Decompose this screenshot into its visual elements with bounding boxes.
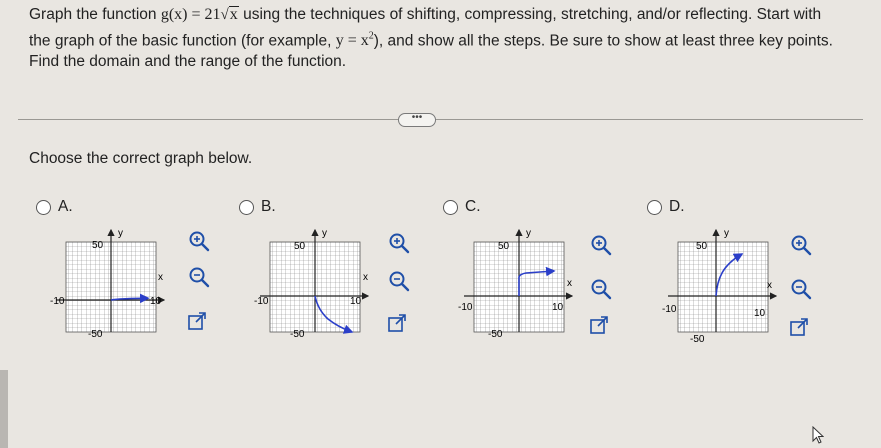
option-b[interactable] (239, 198, 276, 216)
question-line-2 (29, 26, 859, 51)
basic-function-base: y = x (335, 32, 369, 50)
graph-a-y-label: y (118, 228, 123, 239)
graph-b-y-label: y (322, 228, 327, 239)
graph-d (662, 224, 792, 346)
option-c[interactable] (443, 198, 481, 216)
scrollbar[interactable] (0, 370, 8, 448)
question-line-2-start: the graph of the basic function (for example, (29, 32, 336, 50)
option-c-radio[interactable] (443, 200, 458, 215)
divider (18, 119, 863, 120)
zoom-in-icon[interactable] (388, 232, 410, 254)
question-line-1 (29, 4, 859, 26)
more-button[interactable]: ••• (398, 113, 436, 127)
option-c-label: C. (465, 198, 481, 215)
function-expression (161, 6, 239, 23)
question-line-3: Find the domain and the range of the function. (29, 53, 347, 71)
popout-icon[interactable] (186, 310, 208, 332)
question-line-1-start: Graph the function (29, 6, 161, 23)
graph-a (50, 224, 180, 346)
question-text (29, 4, 859, 72)
graph-d-x-left: -10 (662, 304, 677, 315)
graph-a-x-left: -10 (50, 296, 65, 307)
graph-c-x-right: 10 (552, 302, 564, 313)
zoom-in-icon[interactable] (188, 230, 210, 252)
function-lhs: g(x) = 21 (160, 6, 221, 23)
mouse-cursor-icon (812, 426, 824, 444)
zoom-in-icon[interactable] (590, 234, 612, 256)
graph-b-x-right: 10 (350, 296, 362, 307)
choose-label: Choose the correct graph below. (29, 150, 253, 167)
popout-icon[interactable] (788, 316, 810, 338)
zoom-out-icon[interactable] (388, 270, 410, 292)
option-d-radio[interactable] (647, 200, 662, 215)
option-d[interactable] (647, 198, 685, 216)
graph-b-y-top: 50 (294, 241, 306, 252)
question-line-1-end: using the techniques of shifting, compressing, stretching, and/or reflecting. Start with (238, 6, 822, 23)
basic-function (336, 32, 374, 49)
graph-d-y-bottom: -50 (690, 334, 705, 345)
zoom-out-icon[interactable] (790, 278, 812, 300)
zoom-out-icon[interactable] (590, 278, 612, 300)
graph-d-y-top: 50 (696, 241, 708, 252)
basic-function-exponent: 2 (368, 31, 374, 42)
graph-b-x-label: x (363, 272, 368, 283)
graph-d-x-label: x (767, 280, 772, 291)
zoom-in-icon[interactable] (790, 234, 812, 256)
graph-c-y-top: 50 (498, 241, 510, 252)
graph-b-x-left: -10 (254, 296, 269, 307)
radical-sign: √ (220, 7, 229, 23)
graph-a-y-bottom: -50 (88, 329, 103, 340)
popout-icon[interactable] (386, 312, 408, 334)
graph-c-y-label: y (526, 228, 531, 239)
question-line-2-end: ), and show all the steps. Be sure to show at least three key points. (373, 32, 833, 50)
popout-icon[interactable] (588, 314, 610, 336)
graph-a-x-right: 10 (150, 296, 162, 307)
option-b-radio[interactable] (239, 200, 254, 215)
zoom-out-icon[interactable] (188, 266, 210, 288)
graph-b (254, 224, 384, 346)
graph-c-y-bottom: -50 (488, 329, 503, 340)
graph-a-y-top: 50 (92, 240, 104, 251)
graph-a-x-label: x (158, 272, 163, 283)
option-a[interactable] (36, 198, 73, 216)
option-a-label: A. (58, 198, 73, 215)
graph-c-x-left: -10 (458, 302, 473, 313)
graph-c (458, 224, 588, 346)
radicand: x (229, 6, 238, 23)
option-d-label: D. (669, 198, 685, 215)
graph-d-y-label: y (724, 228, 729, 239)
graph-b-y-bottom: -50 (290, 329, 305, 340)
graph-c-x-label: x (567, 278, 572, 289)
option-b-label: B. (261, 198, 276, 215)
graph-d-x-right: 10 (754, 308, 766, 319)
option-a-radio[interactable] (36, 200, 51, 215)
